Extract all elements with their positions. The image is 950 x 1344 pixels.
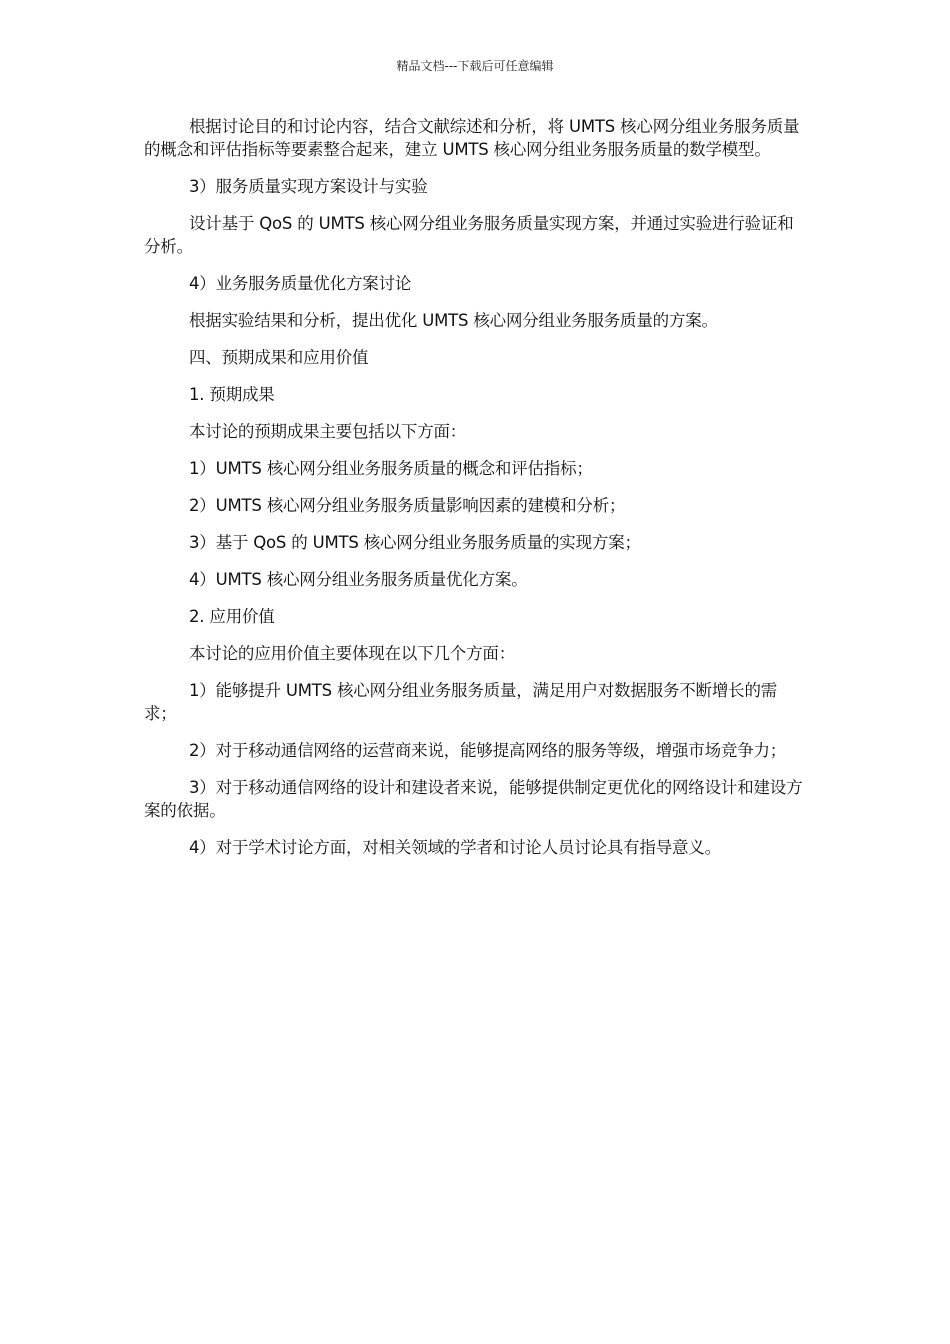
heading-optimization: 4）业务服务质量优化方案讨论 <box>189 274 412 293</box>
list-item-result-4: 4）UMTS 核心网分组业务服务质量优化方案。 <box>189 570 528 589</box>
paragraph-results-intro: 本讨论的预期成果主要包括以下方面： <box>189 422 467 441</box>
heading-implementation: 3）服务质量实现方案设计与实验 <box>189 177 428 196</box>
paragraph-optimization: 根据实验结果和分析，提出优化 UMTS 核心网分组业务服务质量的方案。 <box>189 311 718 330</box>
paragraph-model: 根据讨论目的和讨论内容，结合文献综述和分析，将 UMTS 核心网分组业务服务质量的概念和评估指标等要素整合起来，建立 UMTS 核心网分组业务服务质量的数学模型。 <box>144 117 800 159</box>
subheading-application-value: 2. 应用价值 <box>189 607 275 626</box>
list-item-result-1: 1）UMTS 核心网分组业务服务质量的概念和评估指标； <box>189 459 593 478</box>
subheading-expected-results: 1. 预期成果 <box>189 385 275 404</box>
paragraph-implementation: 设计基于 QoS 的 UMTS 核心网分组业务服务质量实现方案，并通过实验进行验证和分析。 <box>144 214 794 256</box>
list-item-result-2: 2）UMTS 核心网分组业务服务质量影响因素的建模和分析； <box>189 496 626 515</box>
document-body <box>144 115 808 873</box>
list-item-result-3: 3）基于 QoS 的 UMTS 核心网分组业务服务质量的实现方案； <box>189 533 641 552</box>
section-heading-results: 四、预期成果和应用价值 <box>189 348 369 367</box>
list-item-value-1: 1）能够提升 UMTS 核心网分组业务服务质量，满足用户对数据服务不断增长的需求； <box>144 681 778 723</box>
list-item-value-4: 4）对于学术讨论方面，对相关领域的学者和讨论人员讨论具有指导意义。 <box>189 838 721 857</box>
list-item-value-2: 2）对于移动通信网络的运营商来说，能够提高网络的服务等级，增强市场竞争力； <box>189 741 787 760</box>
page-header: 精品文档---下载后可任意编辑 <box>396 59 554 73</box>
list-item-value-3: 3）对于移动通信网络的设计和建设者来说，能够提供制定更优化的网络设计和建设方案的依据。 <box>144 778 803 820</box>
paragraph-value-intro: 本讨论的应用价值主要体现在以下几个方面： <box>189 644 516 663</box>
